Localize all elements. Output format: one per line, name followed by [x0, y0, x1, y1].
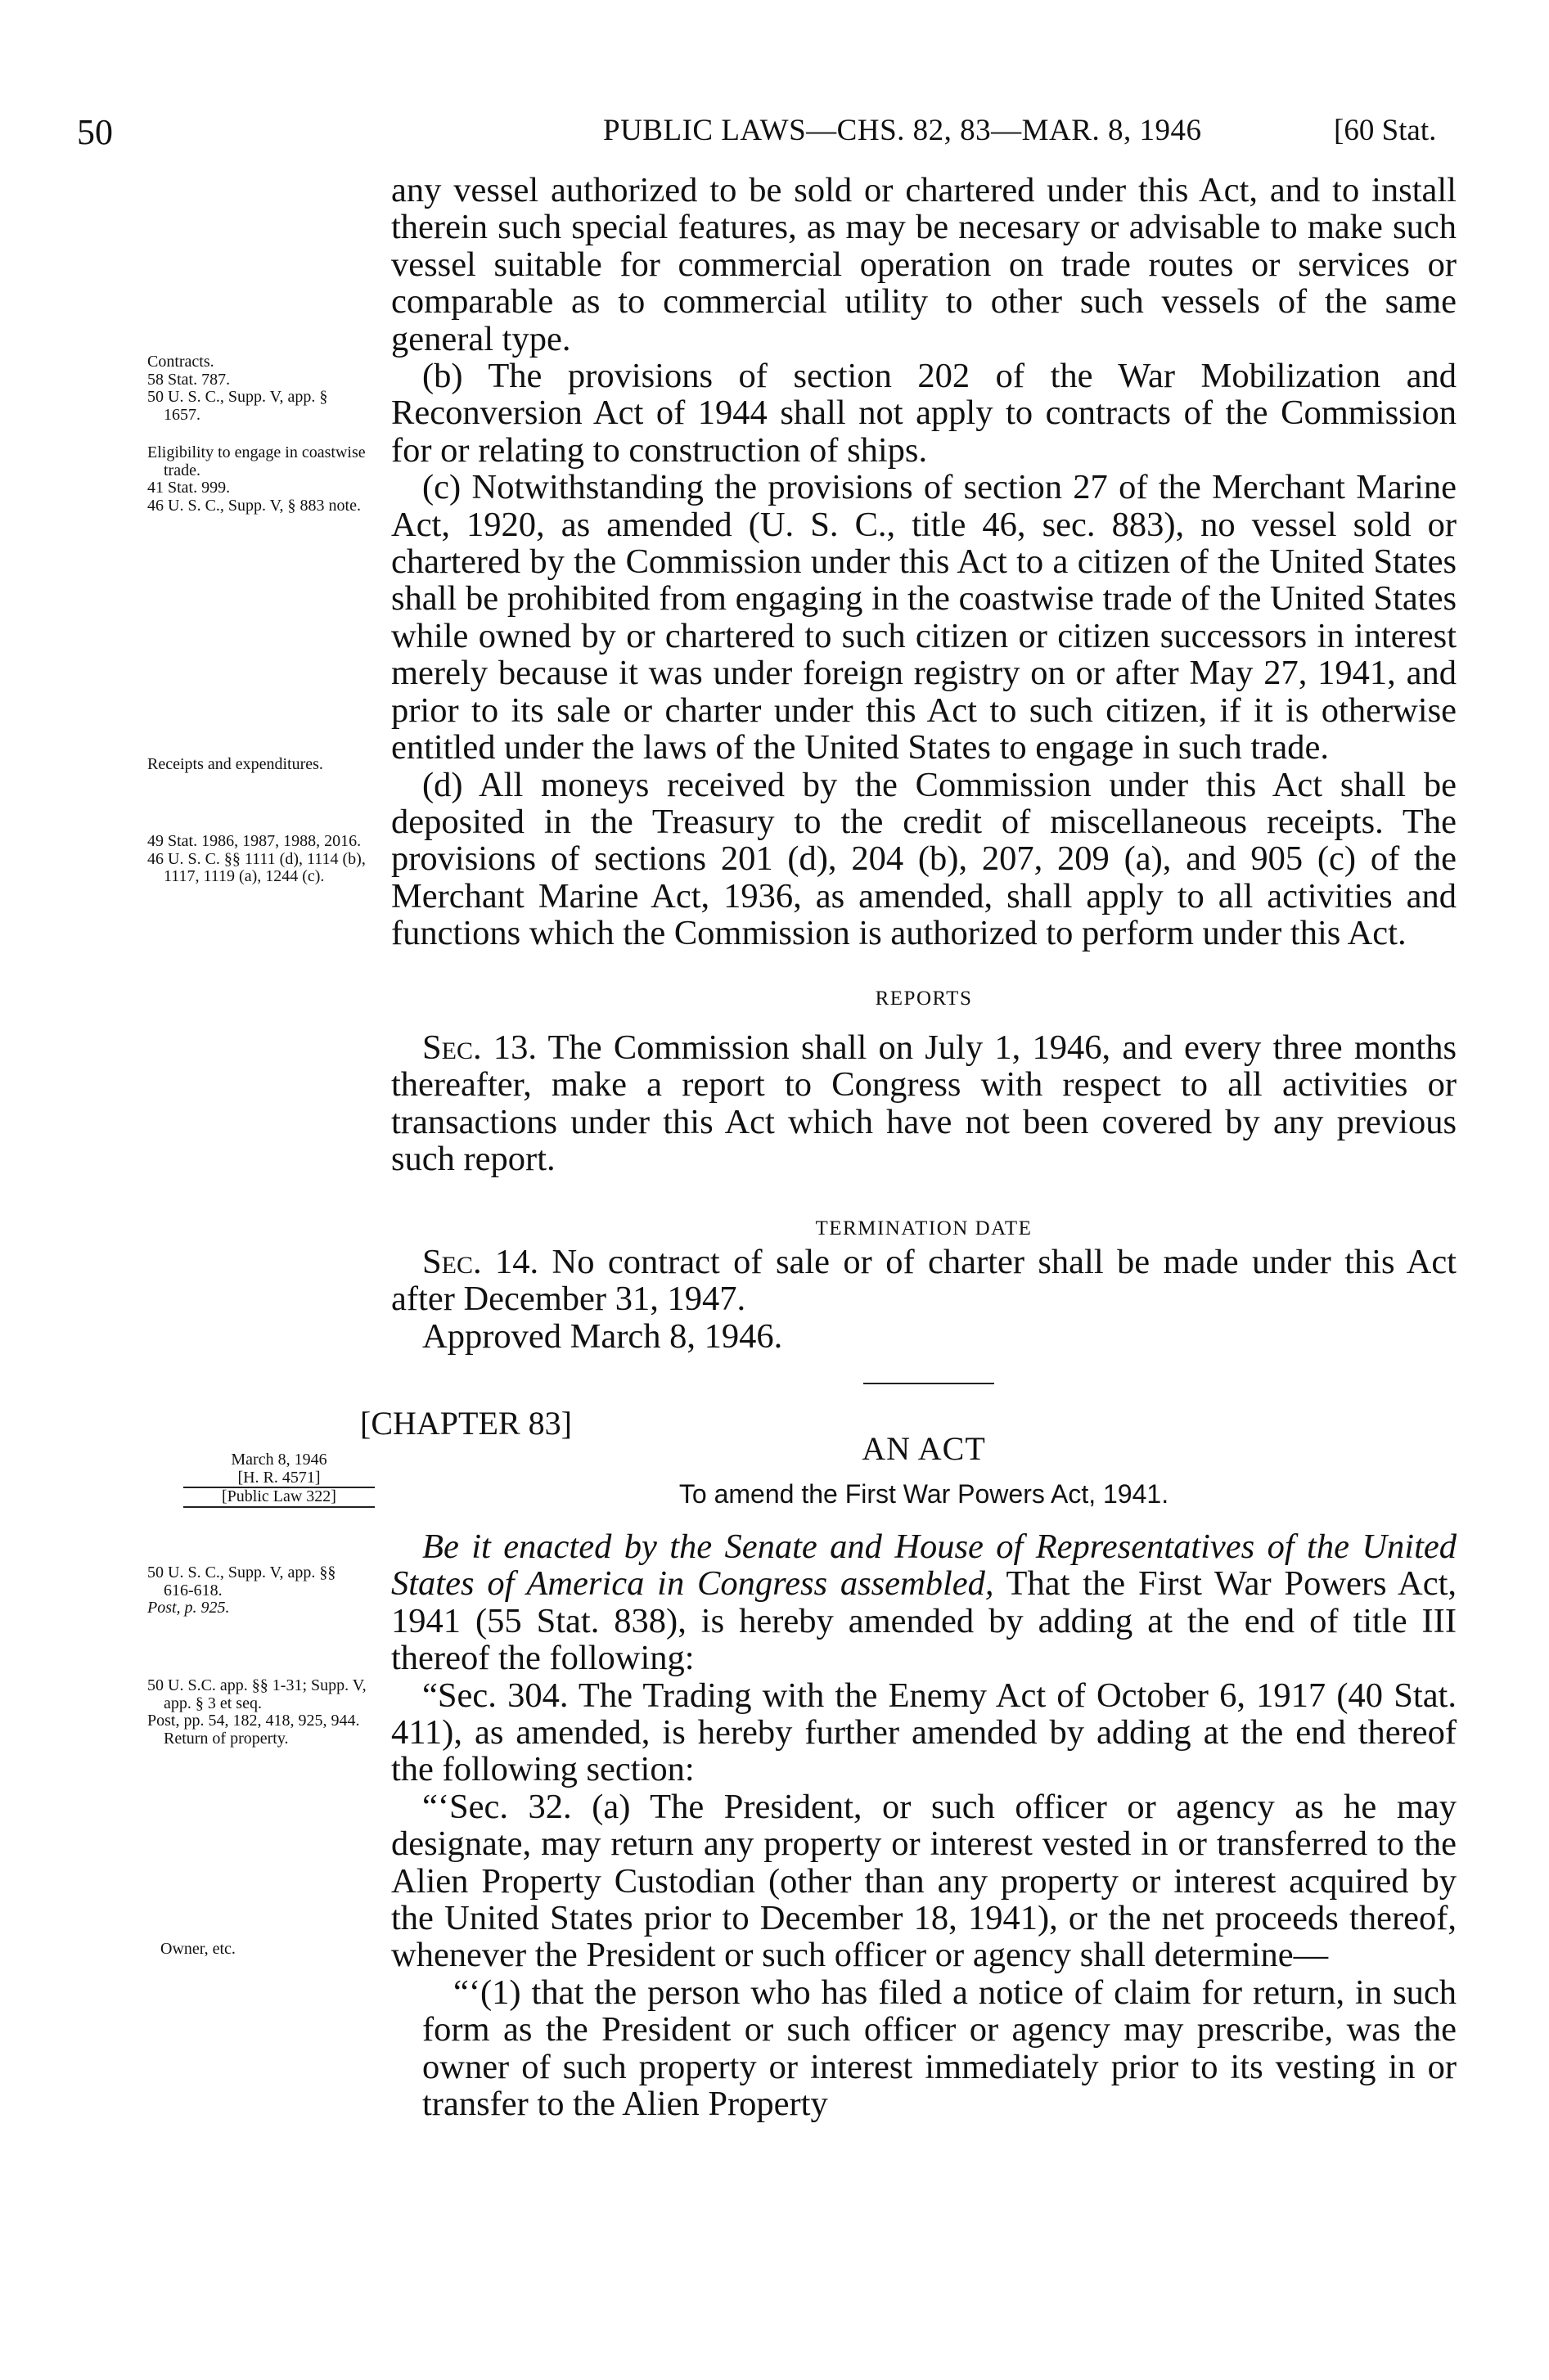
section-14 [391, 1244, 1457, 1355]
page-number: 50 [77, 112, 113, 152]
bill-number: [H. R. 4571] [237, 1468, 321, 1487]
margin-note-eligibility [147, 444, 368, 515]
margin-note-owner [160, 1941, 381, 1959]
approved-line: Approved March 8, 1946. [422, 1316, 783, 1356]
chapter-number: [CHAPTER 83] [360, 1405, 572, 1442]
paragraph-c: (c) Notwithstanding the provisions of section 27 of the Merchant Marine Act, 1920, as amended (U. S. C., title 46, sec. 883), no vessel sold or chartered by the Commission under this Act to a citizen of the United States shall be prohibited from engaging in the coastwise trade of the United States while owned by or chartered to such citizen or citizen successors in interest merely because it was under foreign registry on or after May 27, 1941, and prior to its sale or charter under this Act to such citizen, if it is otherwise entitled under the laws of the United States to engage in such trade. [391, 468, 1457, 767]
eligibility-ref-stat: 41 Stat. 999. [147, 479, 231, 497]
receipts-ref-usc: 46 U. S. C. §§ 1111 (d), 1114 (b), 1117, 1119 (a), 1244 (c). [147, 849, 366, 885]
termination-heading: TERMINATION DATE [815, 1217, 1033, 1239]
owner-label: Owner, etc. [160, 1940, 236, 1958]
sec13-label: Sec. [422, 1028, 482, 1067]
contracts-ref-usc: 50 U. S. C., Supp. V, app. § 1657. [147, 388, 328, 424]
margin-note-first-war-powers [147, 1564, 368, 1617]
margin-note-receipts-refs [147, 833, 368, 886]
contracts-label: Contracts. [147, 353, 214, 371]
paragraph-continuation: any vessel authorized to be sold or chartered under this Act, and to install therein such special features, as may be necesary or advisable to make such vessel suitable for commercial operation on trade routes or services or comparable as to commercial utility to other such vessels of the same general type. [391, 171, 1457, 358]
item-1: “‘(1) that the person who has filed a notice of claim for return, in such form as the President or such officer or agency may prescribe, was the owner of such property or interest immediately prior to its vesting in or transfer to the Alien Property [422, 1973, 1457, 2124]
section-32: “‘Sec. 32. (a) The President, or such officer or agency as he may designate, may return any property or interest vested in or transferred to the Alien Property Custodian (other than any property or interest acquired by the United States prior to December 18, 1941), or the net proceeds thereof, whenever the President or such officer or agency shall determine— [391, 1787, 1457, 1975]
section-13 [391, 1029, 1457, 1178]
eligibility-label: Eligibility to engage in coastwise trade. [147, 443, 366, 479]
sec14-label: Sec. [422, 1243, 482, 1281]
statute-volume: [60 Stat. [1334, 114, 1437, 147]
paragraph-d: (d) All moneys received by the Commission under this Act shall be deposited in the Treasury to the credit of miscellaneous receipts. The provisions of sections 201 (d), 204 (b), 207, 209 (a), and 905 (c) of the Merchant Marine Act, 1936, as amended, shall apply to all activities and functions which the Commission is authorized to perform under this Act. [391, 765, 1457, 953]
fwpa-ref-usc: 50 U. S. C., Supp. V, app. §§ 616-618. [147, 1563, 336, 1599]
enactment-date: March 8, 1946 [231, 1451, 327, 1469]
margin-note-contracts [147, 353, 368, 424]
body-section-12-cont [391, 172, 1457, 952]
session-law-block [183, 1451, 375, 1508]
twea-post-ref: Post, pp. 54, 182, 418, 925, 944. [147, 1712, 360, 1730]
running-head-title: PUBLIC LAWS—CHS. 82, 83—MAR. 8, 1946 [603, 114, 1202, 147]
act-text [391, 1528, 1457, 2123]
sec14-text: 14. No contract of sale or of charter shall be made under this Act after December 31, 1947. [391, 1243, 1457, 1319]
an-act-heading: AN ACT [862, 1430, 986, 1467]
receipts-ref-stat: 49 Stat. 1986, 1987, 1988, 2016. [147, 832, 362, 850]
sec13-text: 13. The Commission shall on July 1, 1946, and every three months thereafter, make a report to Congress with respect to all activities or transactions under this Act which have not been covered by any previous such report. [391, 1028, 1457, 1179]
fwpa-post-ref: Post, p. 925. [147, 1599, 230, 1617]
margin-note-trading-enemy [147, 1677, 368, 1748]
enacting-clause: Be it enacted by the Senate and House of Representatives of the United States of America in Congress assembled, [391, 1527, 1457, 1604]
receipts-label: Receipts and expenditures. [147, 755, 323, 773]
return-of-property-label: Return of property. [164, 1729, 289, 1748]
reports-heading: REPORTS [875, 988, 973, 1010]
twea-ref-usc: 50 U. S.C. app. §§ 1-31; Supp. V, app. § 3 et seq. [147, 1676, 367, 1712]
paragraph-b: (b) The provisions of section 202 of the War Mobilization and Reconversion Act of 1944 shall not apply to contracts of the Commission for or relating to construction of ships. [391, 357, 1457, 470]
section-304: “Sec. 304. The Trading with the Enemy Act of October 6, 1917 (40 Stat. 411), as amended, is hereby further amended by adding at the end thereof the following section: [391, 1676, 1457, 1789]
eligibility-ref-usc: 46 U. S. C., Supp. V, § 883 note. [147, 496, 361, 515]
margin-note-receipts [147, 756, 368, 774]
public-law-number: [Public Law 322] [183, 1487, 375, 1508]
chapter-divider [863, 1383, 994, 1384]
act-subtitle: To amend the First War Powers Act, 1941. [678, 1479, 1169, 1509]
enacting-rest: That the First War Powers Act, 1941 (55 Stat. 838), is hereby amended by adding at the end of title III thereof the following: [391, 1564, 1457, 1678]
contracts-ref-stat: 58 Stat. 787. [147, 370, 231, 389]
